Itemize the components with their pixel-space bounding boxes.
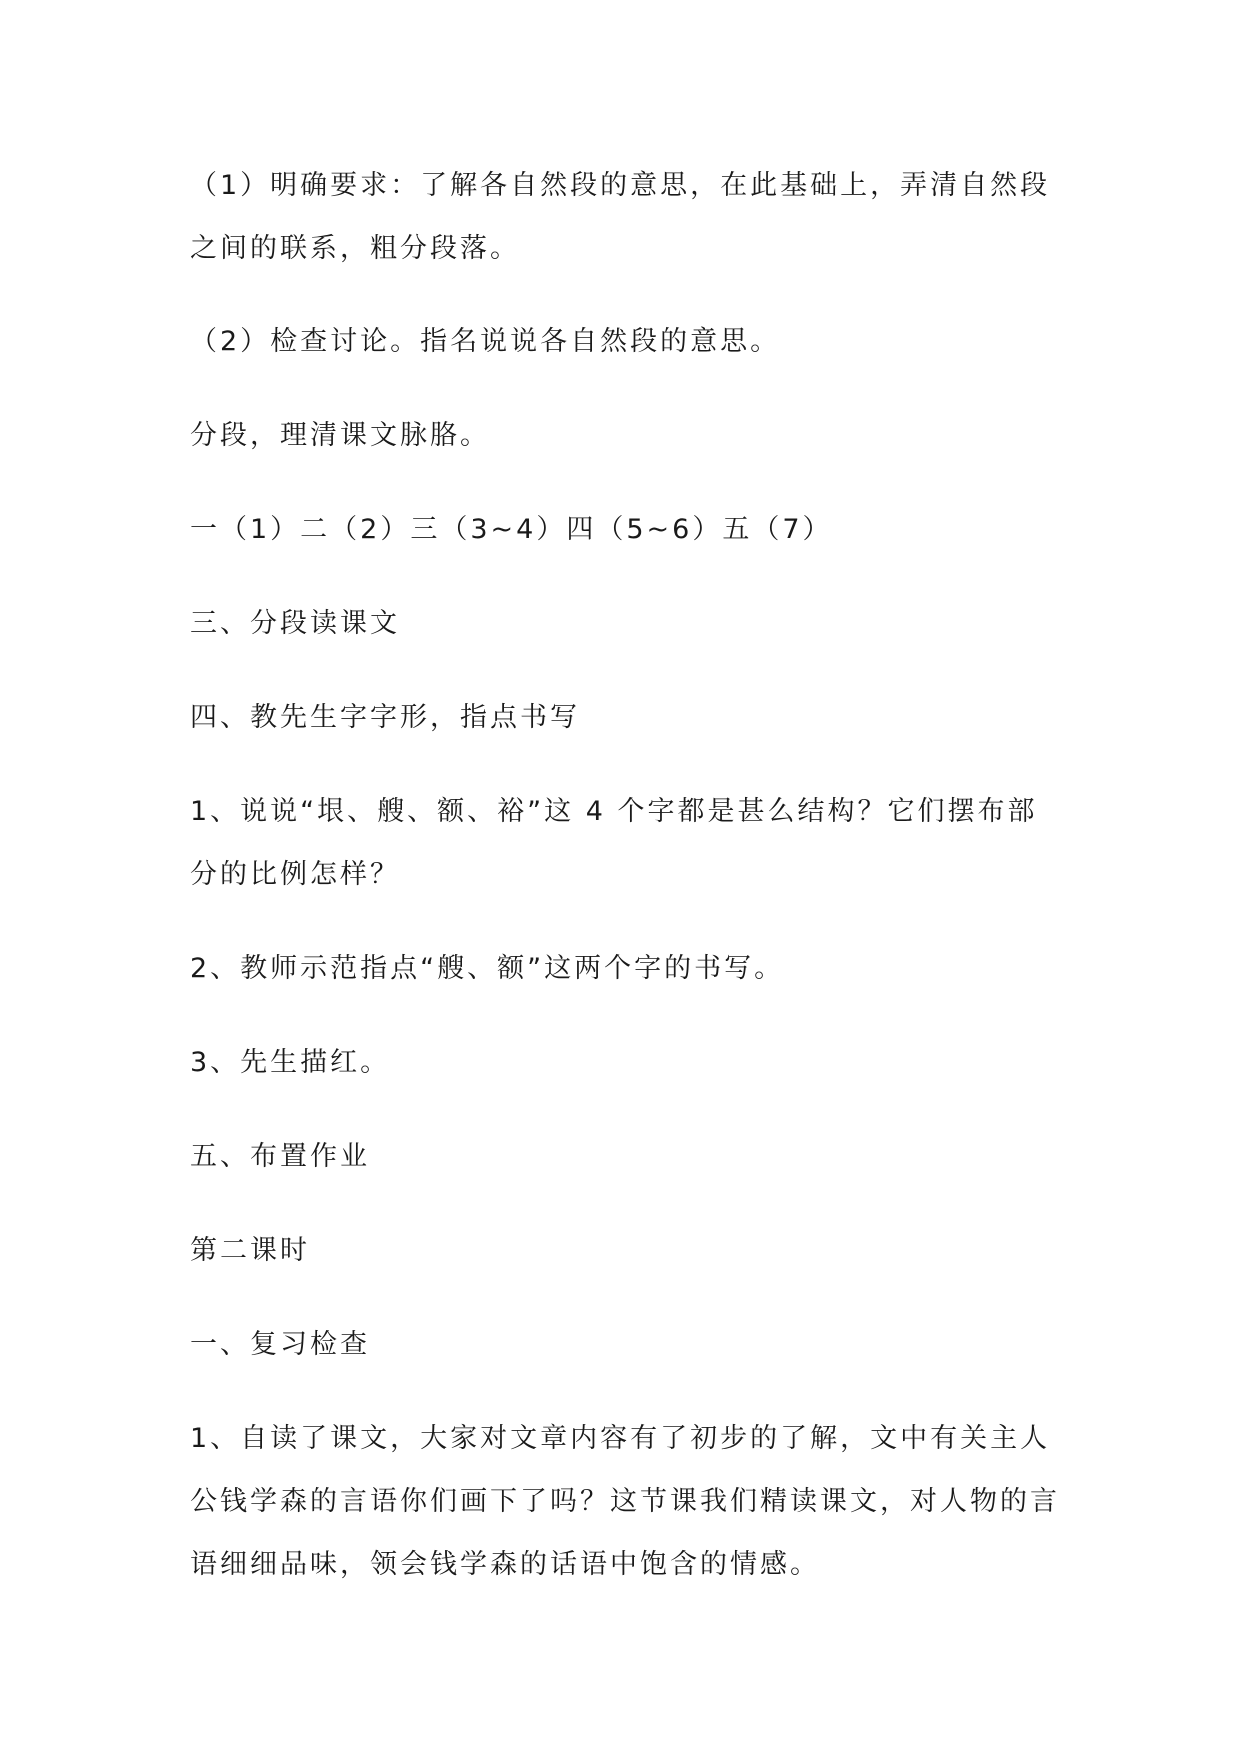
text-line: 2、教师示范指点“艘、额”这两个字的书写。 — [190, 953, 785, 984]
text-line: 1、自读了课文，大家对文章内容有了初步的了解，文中有关主人 — [190, 1423, 1051, 1454]
text-line: 公钱学森的言语你们画下了吗？这节课我们精读课文，对人物的言 — [190, 1486, 1060, 1517]
text-line: 3、先生描红。 — [190, 1047, 391, 1078]
text-line: 分的比例怎样？ — [190, 859, 400, 890]
text-line: 四、教先生字字形，指点书写 — [190, 702, 580, 733]
text-line: （2）检查讨论。指名说说各自然段的意思。 — [190, 326, 781, 357]
text-line: 1、说说“垠、艘、额、裕”这 4 个字都是甚么结构？它们摆布部 — [190, 796, 1038, 827]
text-line: 第二课时 — [190, 1235, 310, 1266]
text-line: 一、复习检查 — [190, 1329, 370, 1360]
text-line: 一（1）二（2）三（3~4）四（5~6）五（7） — [190, 514, 833, 545]
text-line: 语细细品味，领会钱学森的话语中饱含的情感。 — [190, 1549, 820, 1580]
text-line: 之间的联系，粗分段落。 — [190, 233, 520, 264]
text-line: 分段，理清课文脉胳。 — [190, 420, 490, 451]
text-line: （1）明确要求：了解各自然段的意思，在此基础上，弄清自然段 — [190, 170, 1051, 201]
text-line: 三、分段读课文 — [190, 608, 400, 639]
text-line: 五、布置作业 — [190, 1141, 370, 1172]
